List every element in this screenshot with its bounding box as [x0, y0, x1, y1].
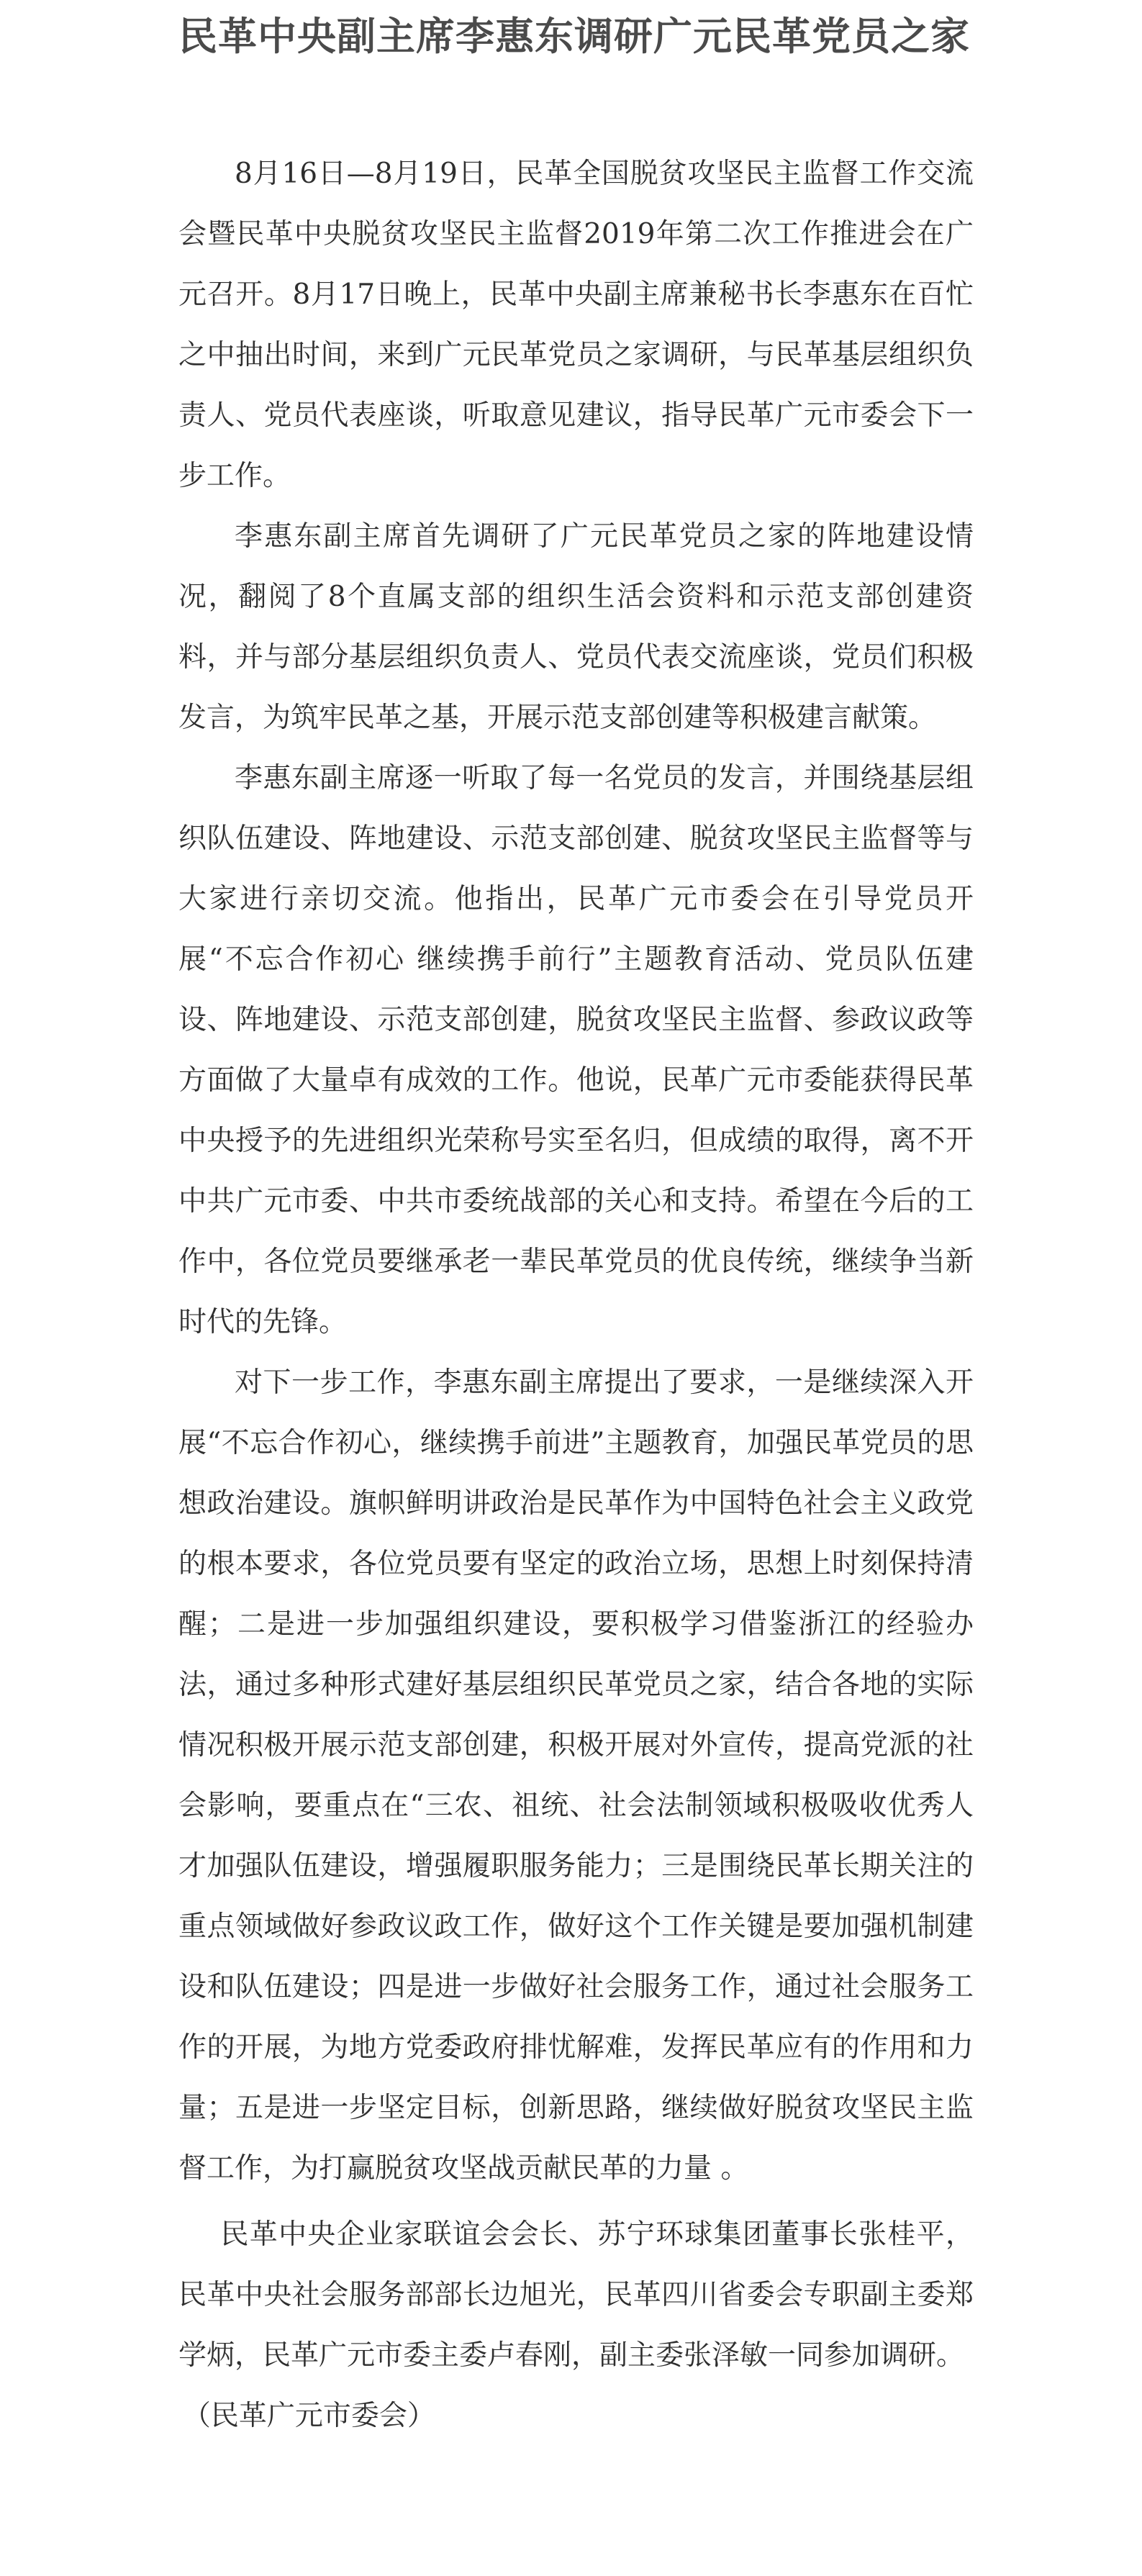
article-source: （民革广元市委会） [182, 2400, 435, 2432]
article-paragraph-1: 8月16日—8月19日，民革全国脱贫攻坚民主监督工作交流会暨民革中央脱贫攻坚民主监督2019年第二次工作推进会在广元召开。8月17日晚上，民革中央副主席兼秘书长李惠东在百忙之中抽出时间，来到广元民革党员之家调研，与民革基层组织负责人、党员代表座谈，听取意见建议，指导民革广元市委会下一步工作。 [178, 158, 974, 492]
article-paragraph-3: 李惠东副主席逐一听取了每一名党员的发言，并围绕基层组织队伍建设、阵地建设、示范支部创建、脱贫攻坚民主监督等与大家进行亲切交流。他指出，民革广元市委会在引导党员开展“不忘合作初心 继续携手前行”主题教育活动、党员队伍建设、阵地建设、示范支部创建，脱贫攻坚民主监督、参政议政等方面做了大量卓有成效的工作。他说，民革广元市委能获得民革中央授予的先进组织光荣称号实至名归，但成绩的取得，离不开中共广元市委、中共市委统战部的关心和支持。希望在今后的工作中，各位党员要继承老一辈民革党员的优良传统，继续争当新时代的先锋。 [178, 762, 974, 1338]
article-title: 民革中央副主席李惠东调研广元民革党员之家 [178, 13, 970, 59]
article-paragraph-5: 民革中央企业家联谊会会长、苏宁环球集团董事长张桂平，民革中央社会服务部部长边旭光，民革四川省委会专职副主委郑学炳，民革广元市委主委卢春刚，副主委张泽敏一同参加调研。 [178, 2218, 974, 2372]
article-paragraph-2: 李惠东副主席首先调研了广元民革党员之家的阵地建设情况，翻阅了8个直属支部的组织生活会资料和示范支部创建资料，并与部分基层组织负责人、党员代表交流座谈，党员们积极发言，为筑牢民革之基，开展示范支部创建等积极建言献策。 [178, 520, 974, 734]
article-paragraph-4: 对下一步工作，李惠东副主席提出了要求，一是继续深入开展“不忘合作初心，继续携手前进”主题教育，加强民革党员的思想政治建设。旗帜鲜明讲政治是民革作为中国特色社会主义政党的根本要求，各位党员要有坚定的政治立场，思想上时刻保持清醒；二是进一步加强组织建设，要积极学习借鉴浙江的经验办法，通过多种形式建好基层组织民革党员之家，结合各地的实际情况积极开展示范支部创建，积极开展对外宣传，提高党派的社会影响，要重点在“三农、祖统、社会法制领域积极吸收优秀人才加强队伍建设，增强履职服务能力；三是围绕民革长期关注的重点领域做好参政议政工作，做好这个工作关键是要加强机制建设和队伍建设；四是进一步做好社会服务工作，通过社会服务工作的开展，为地方党委政府排忧解难，发挥民革应有的作用和力量；五是进一步坚定目标，创新思路，继续做好脱贫攻坚民主监督工作，为打赢脱贫攻坚战贡献民革的力量 。 [178, 1366, 974, 2185]
article-body [178, 144, 974, 2446]
